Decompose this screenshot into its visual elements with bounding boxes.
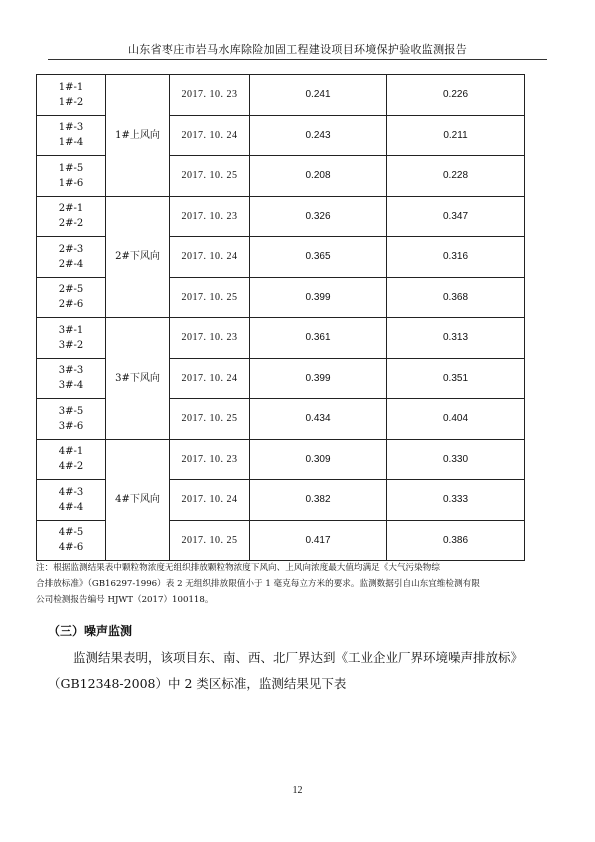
- location-cell: 2#下风向: [106, 196, 170, 318]
- location-cell: 1#上风向: [106, 75, 170, 197]
- value-cell: 0.313: [387, 318, 525, 359]
- sample-id: 3#-5: [58, 405, 84, 417]
- sample-id: 3#-6: [58, 420, 84, 432]
- sample-id: 3#-2: [58, 339, 84, 351]
- value-cell: 0.365: [250, 237, 387, 278]
- sample-id: 2#-3: [58, 243, 84, 255]
- sample-id: 4#-6: [58, 542, 84, 554]
- date-cell: 2017. 10. 23: [170, 196, 250, 237]
- date-cell: 2017. 10. 24: [170, 480, 250, 521]
- sample-id: 1#-2: [58, 96, 84, 108]
- value-cell: 0.404: [387, 399, 525, 440]
- sample-id-cell: [37, 115, 106, 156]
- table-row: [37, 439, 525, 480]
- sample-id: 2#-2: [58, 218, 84, 230]
- date-cell: 2017. 10. 24: [170, 358, 250, 399]
- sample-id: 3#-3: [58, 365, 84, 377]
- location-cell: 4#下风向: [106, 439, 170, 561]
- value-cell: 0.347: [387, 196, 525, 237]
- sample-id: 4#-3: [58, 486, 84, 498]
- sample-id: 1#-1: [58, 81, 84, 93]
- sample-id: 4#-5: [58, 527, 84, 539]
- date-cell: 2017. 10. 23: [170, 75, 250, 116]
- date-cell: 2017. 10. 23: [170, 318, 250, 359]
- sample-id: 3#-1: [58, 324, 84, 336]
- table-row: [37, 318, 525, 359]
- value-cell: 0.368: [387, 277, 525, 318]
- note-line-3: 公司检测报告编号 HJWT（2017）100118。: [36, 595, 214, 605]
- sample-id: 2#-5: [58, 284, 84, 296]
- section-heading: （三）噪声监测: [48, 624, 133, 638]
- sample-id: 4#-4: [58, 501, 84, 513]
- value-cell: 0.361: [250, 318, 387, 359]
- value-cell: 0.417: [250, 520, 387, 561]
- sample-id-cell: [37, 156, 106, 197]
- sample-id-cell: [37, 439, 106, 480]
- value-cell: 0.382: [250, 480, 387, 521]
- sample-id: 1#-4: [58, 137, 84, 149]
- table-body: [37, 75, 525, 561]
- date-cell: 2017. 10. 24: [170, 237, 250, 278]
- page-number: 12: [292, 785, 303, 796]
- value-cell: 0.243: [250, 115, 387, 156]
- body-line-2: （GB12348-2008）中 2 类区标准，监测结果见下表: [48, 676, 347, 691]
- value-cell: 0.330: [387, 439, 525, 480]
- note-line-1: 注：根据监测结果表中颗粒物浓度无组织排放颗粒物浓度下风向、上风向浓度最大值均满足《大气污染物综: [36, 563, 440, 573]
- date-cell: 2017. 10. 25: [170, 277, 250, 318]
- value-cell: 0.208: [250, 156, 387, 197]
- table-row: [37, 75, 525, 116]
- table-note: [36, 560, 526, 608]
- value-cell: 0.326: [250, 196, 387, 237]
- value-cell: 0.351: [387, 358, 525, 399]
- sample-id-cell: [37, 358, 106, 399]
- sample-id: 2#-6: [58, 299, 84, 311]
- value-cell: 0.309: [250, 439, 387, 480]
- sample-id-cell: [37, 480, 106, 521]
- value-cell: 0.211: [387, 115, 525, 156]
- monitoring-table: [36, 74, 525, 561]
- date-cell: 2017. 10. 25: [170, 399, 250, 440]
- value-cell: 0.333: [387, 480, 525, 521]
- value-cell: 0.399: [250, 358, 387, 399]
- date-cell: 2017. 10. 23: [170, 439, 250, 480]
- value-cell: 0.386: [387, 520, 525, 561]
- value-cell: 0.399: [250, 277, 387, 318]
- body-line-1: 监测结果表明，该项目东、南、西、北厂界达到《工业企业厂界环境噪声排放标》: [73, 650, 524, 665]
- note-line-2: 合排放标准》（GB16297-1996）表 2 无组织排放限值小于 1 毫克每立方米的要求。监测数据引自山东宜维检测有限: [36, 579, 480, 589]
- sample-id: 1#-3: [58, 122, 84, 134]
- sample-id-cell: [37, 318, 106, 359]
- sample-id: 3#-4: [58, 380, 84, 392]
- header-rule: [48, 59, 547, 60]
- value-cell: 0.434: [250, 399, 387, 440]
- sample-id-cell: [37, 237, 106, 278]
- sample-id-cell: [37, 196, 106, 237]
- sample-id-cell: [37, 277, 106, 318]
- body-paragraph: [48, 645, 547, 697]
- date-cell: 2017. 10. 24: [170, 115, 250, 156]
- sample-id: 2#-1: [58, 203, 84, 215]
- date-cell: 2017. 10. 25: [170, 520, 250, 561]
- sample-id-cell: [37, 520, 106, 561]
- value-cell: 0.241: [250, 75, 387, 116]
- sample-id-cell: [37, 75, 106, 116]
- value-cell: 0.228: [387, 156, 525, 197]
- sample-id: 1#-5: [58, 162, 84, 174]
- page-header: 山东省枣庄市岩马水库除险加固工程建设项目环境保护验收监测报告: [128, 43, 467, 56]
- sample-id-cell: [37, 399, 106, 440]
- value-cell: 0.316: [387, 237, 525, 278]
- sample-id: 2#-4: [58, 258, 84, 270]
- sample-id: 1#-6: [58, 177, 84, 189]
- location-cell: 3#下风向: [106, 318, 170, 440]
- date-cell: 2017. 10. 25: [170, 156, 250, 197]
- sample-id: 4#-1: [58, 446, 84, 458]
- sample-id: 4#-2: [58, 461, 84, 473]
- table-row: [37, 196, 525, 237]
- value-cell: 0.226: [387, 75, 525, 116]
